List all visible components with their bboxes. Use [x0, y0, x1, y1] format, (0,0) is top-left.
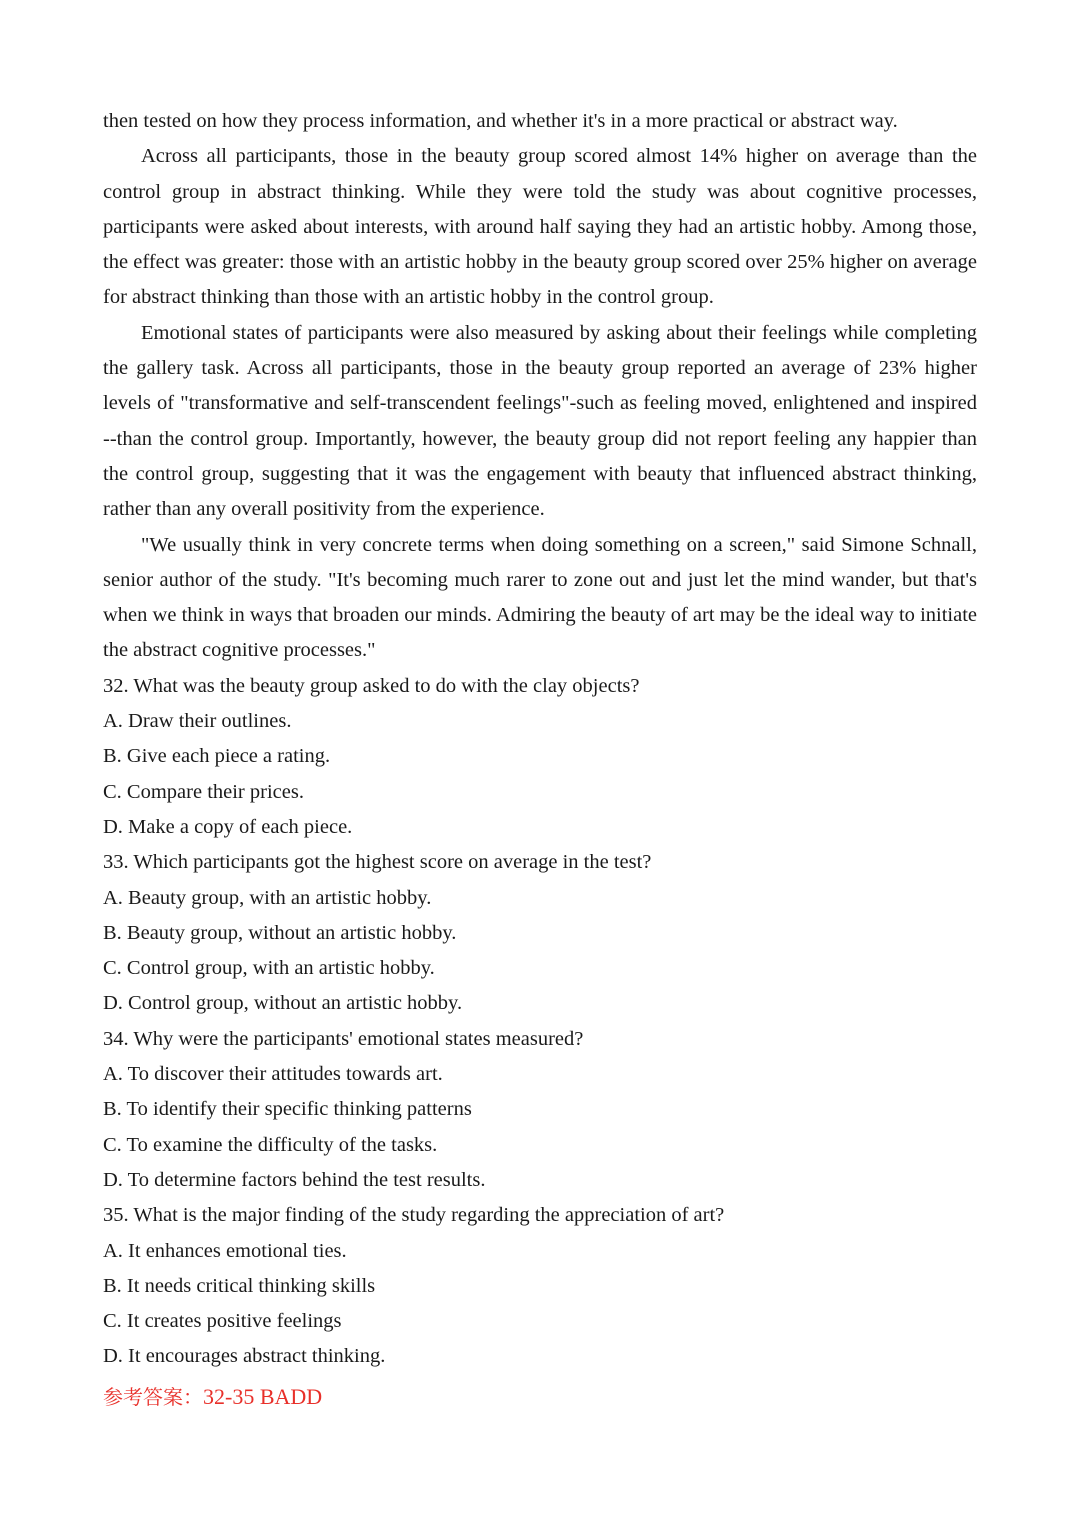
question-stem: 33. Which participants got the highest score on average in the test? [103, 851, 652, 874]
option-d: D. It encourages abstract thinking. [103, 1345, 386, 1368]
question-stem: 32. What was the beauty group asked to do with the clay objects? [103, 674, 640, 697]
option-b: B. It needs critical thinking skills [103, 1274, 376, 1297]
option-a: A. To discover their attitudes towards art. [103, 1063, 443, 1086]
passage-paragraph-1: then tested on how they process information, and whether it's in a more practical or abstract way. [103, 110, 898, 132]
option-b: B. Give each piece a rating. [103, 745, 331, 768]
passage-paragraph-3: Emotional states of participants were also measured by asking about their feelings while completing the gallery task. Across all participants, those in the beauty group reported an average of 23% higher levels of "transformative and self-transcendent feelings"-such as feeling moved, enlightened and inspired --than the control group. Importantly, however, the beauty group did not report feeling any happier than the control group, suggesting that it was the engagement with beauty that influenced abstract thinking, rather than any overall positivity from the experience. [103, 321, 977, 521]
option-c: C. Compare their prices. [103, 780, 304, 803]
option-c: C. It creates positive feelings [103, 1310, 342, 1333]
answer-key [103, 1379, 977, 1415]
option-b: B. Beauty group, without an artistic hobby. [103, 921, 457, 944]
answer-key-value: 32-35 BADD [203, 1383, 323, 1409]
question-stem: 34. Why were the participants' emotional states measured? [103, 1027, 584, 1050]
option-a: A. Beauty group, with an artistic hobby. [103, 886, 432, 909]
option-c: C. To examine the difficulty of the tasks. [103, 1133, 438, 1156]
option-c: C. Control group, with an artistic hobby. [103, 957, 435, 980]
question-stem: 35. What is the major finding of the study regarding the appreciation of art? [103, 1204, 725, 1227]
option-d: D. Make a copy of each piece. [103, 815, 353, 838]
passage-paragraph-2: Across all participants, those in the beauty group scored almost 14% higher on average than the control group in abstract thinking. While they were told the study was about cognitive processes, participants were asked about interests, with around half saying they had an artistic hobby. Among those, the effect was greater: those with an artistic hobby in the beauty group scored over 25% higher on average for abstract thinking than those with an artistic hobby in the control group. [103, 145, 977, 309]
option-a: A. Draw their outlines. [103, 710, 292, 733]
answer-key-label: 参考答案： [103, 1384, 203, 1409]
question-35 [103, 1198, 977, 1374]
option-d: D. To determine factors behind the test results. [103, 1168, 486, 1191]
document-page [103, 104, 977, 1415]
option-d: D. Control group, without an artistic hobby. [103, 992, 463, 1015]
question-34 [103, 1022, 977, 1198]
option-b: B. To identify their specific thinking patterns [103, 1098, 472, 1121]
question-33 [103, 845, 977, 1021]
passage-paragraph-4: "We usually think in very concrete terms when doing something on a screen," said Simone Schnall, senior author of the study. "It's becoming much rarer to zone out and just let the mind wander, but that's when we think in ways that broaden our minds. Admiring the beauty of art may be the ideal way to initiate the abstract cognitive processes." [103, 533, 977, 662]
question-32 [103, 669, 977, 845]
option-a: A. It enhances emotional ties. [103, 1239, 347, 1262]
